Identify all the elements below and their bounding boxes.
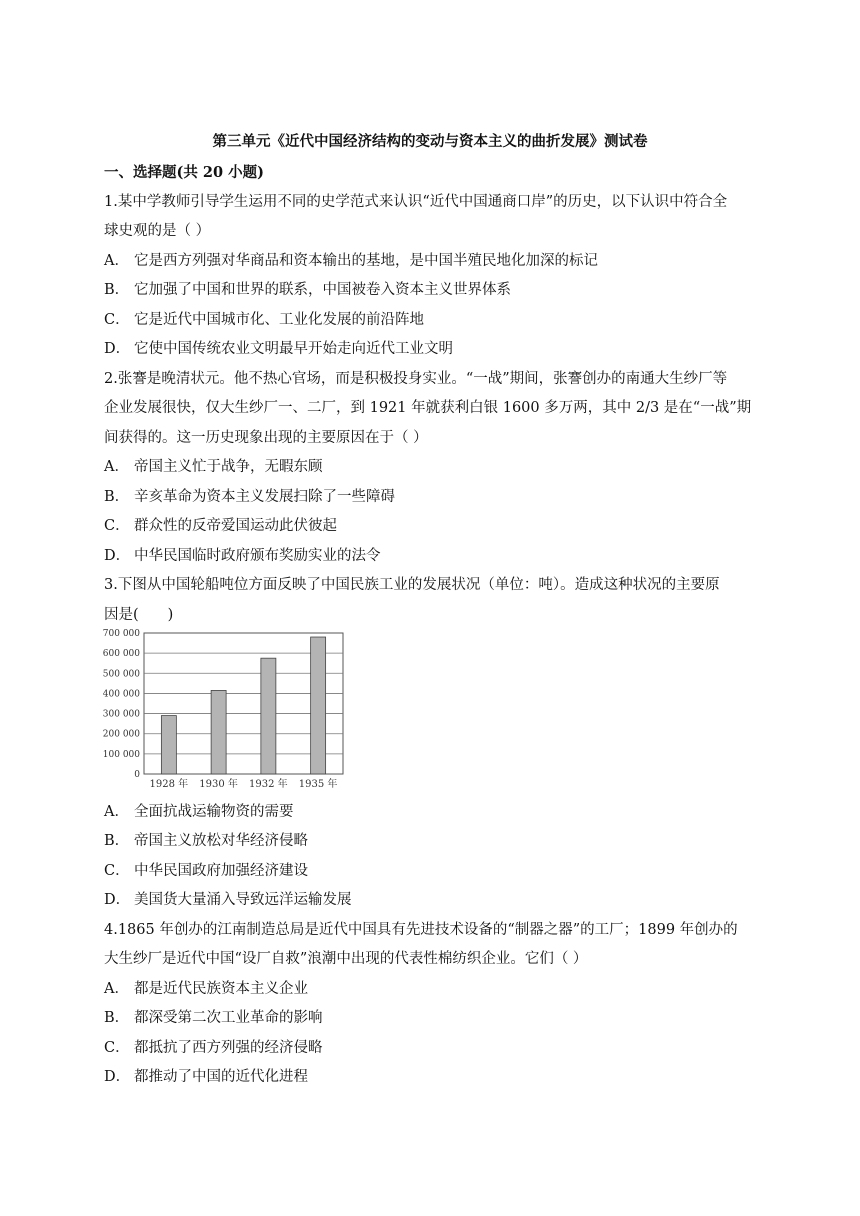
question-3-option-c (104, 859, 764, 880)
bar (261, 658, 276, 774)
option-text: 辛亥革命为资本主义发展扫除了一些障碍 (134, 489, 395, 505)
question-1-option-b (104, 278, 764, 299)
question-4-option-b (104, 1006, 764, 1027)
option-letter: A． (104, 981, 129, 997)
option-text: 全面抗战运输物资的需要 (134, 804, 294, 820)
bar (211, 690, 226, 774)
option-letter: D． (104, 548, 131, 564)
page-title: 第三单元《近代中国经济结构的变动与资本主义的曲折发展》测试卷 (212, 133, 648, 150)
question-2-stem-line: 间获得的。这一历史现象出现的主要原因在于（ ） (104, 430, 428, 446)
option-letter: A． (104, 804, 129, 820)
y-tick-label: 400 000 (102, 689, 140, 700)
option-text: 中华民国临时政府颁布奖励实业的法令 (134, 548, 381, 564)
bar (311, 637, 326, 774)
option-text: 群众性的反帝爱国运动此伏彼起 (134, 518, 337, 534)
question-4-stem-line: 4.1865 年创办的江南制造总局是近代中国具有先进技术设备的“制器之器”的工厂；1899 年创办的 (104, 922, 738, 938)
y-tick-label: 600 000 (102, 649, 140, 660)
option-text: 它使中国传统农业文明最早开始走向近代工业文明 (134, 341, 453, 357)
option-text: 它加强了中国和世界的联系，中国被卷入资本主义世界体系 (134, 282, 511, 298)
question-1-stem-line: 1.某中学教师引导学生运用不同的史学范式来认识“近代中国通商口岸”的历史，以下认识中符合全 (104, 194, 728, 210)
question-1-option-d (104, 337, 764, 358)
option-text: 帝国主义放松对华经济侵略 (134, 833, 308, 849)
y-tick-label: 200 000 (102, 729, 140, 740)
question-2-option-c (104, 514, 764, 535)
question-4-option-c (104, 1036, 764, 1057)
question-3-option-b (104, 829, 764, 850)
option-text: 帝国主义忙于战争，无暇东顾 (134, 459, 323, 475)
option-letter: C． (104, 312, 130, 328)
option-text: 中华民国政府加强经济建设 (134, 863, 308, 879)
question-3-stem-line: 因是( ) (104, 607, 174, 623)
question-3-stem-line: 3.下图从中国轮船吨位方面反映了中国民族工业的发展状况（单位：吨）。造成这种状况的主要原 (104, 577, 720, 593)
option-text: 美国货大量涌入导致远洋运输发展 (134, 892, 352, 908)
question-2-option-a (104, 455, 764, 476)
y-tick-label: 500 000 (102, 669, 140, 680)
option-text: 都深受第二次工业革命的影响 (134, 1010, 323, 1026)
option-letter: B． (104, 833, 130, 849)
question-3-option-d (104, 888, 764, 909)
option-text: 它是近代中国城市化、工业化发展的前沿阵地 (134, 312, 424, 328)
y-tick-label: 100 000 (102, 749, 140, 760)
option-letter: A． (104, 459, 129, 475)
x-tick-label: 1932 年 (249, 779, 288, 790)
question-4-stem-line: 大生纱厂是近代中国“设厂自救”浪潮中出现的代表性棉纺织企业。它们（ ） (104, 951, 588, 967)
question-1-option-a (104, 249, 764, 270)
y-tick-label: 300 000 (102, 709, 140, 720)
option-letter: B． (104, 1010, 130, 1026)
y-tick-label: 0 (134, 770, 140, 780)
question-2-option-d (104, 544, 764, 565)
question-2-stem-line: 企业发展很快，仅大生纱厂一、二厂，到 1921 年就获利白银 1600 多万两，其中 2/3 是在“一战”期 (104, 400, 752, 416)
question-3-option-a (104, 800, 764, 821)
question-4-option-d (104, 1065, 764, 1086)
option-text: 都抵抗了西方列强的经济侵略 (134, 1040, 323, 1056)
option-text: 都推动了中国的近代化进程 (134, 1069, 308, 1085)
option-letter: C． (104, 863, 130, 879)
question-2-option-b (104, 485, 764, 506)
question-1-option-c (104, 308, 764, 329)
tonnage-bar-chart (101, 628, 351, 793)
question-1-stem-line: 球史观的是（ ） (104, 223, 211, 239)
option-letter: B． (104, 489, 130, 505)
x-tick-label: 1930 年 (199, 779, 238, 790)
option-text: 它是西方列强对华商品和资本输出的基地，是中国半殖民地化加深的标记 (134, 253, 598, 269)
option-letter: A． (104, 253, 129, 269)
y-tick-label: 700 000 (102, 629, 140, 639)
question-4-option-a (104, 977, 764, 998)
section-heading: 一、选择题(共 20 小题) (104, 164, 264, 181)
option-text: 都是近代民族资本主义企业 (134, 981, 308, 997)
option-letter: B． (104, 282, 130, 298)
option-letter: D． (104, 341, 131, 357)
x-tick-label: 1935 年 (298, 779, 338, 790)
question-2-stem-line: 2.张謇是晚清状元。他不热心官场，而是积极投身实业。“一战”期间，张謇创办的南通大生纱厂等 (104, 371, 728, 387)
option-letter: D． (104, 892, 131, 908)
option-letter: D． (104, 1069, 131, 1085)
x-tick-label: 1928 年 (149, 779, 189, 790)
bar (161, 716, 176, 774)
option-letter: C． (104, 1040, 130, 1056)
option-letter: C． (104, 518, 130, 534)
